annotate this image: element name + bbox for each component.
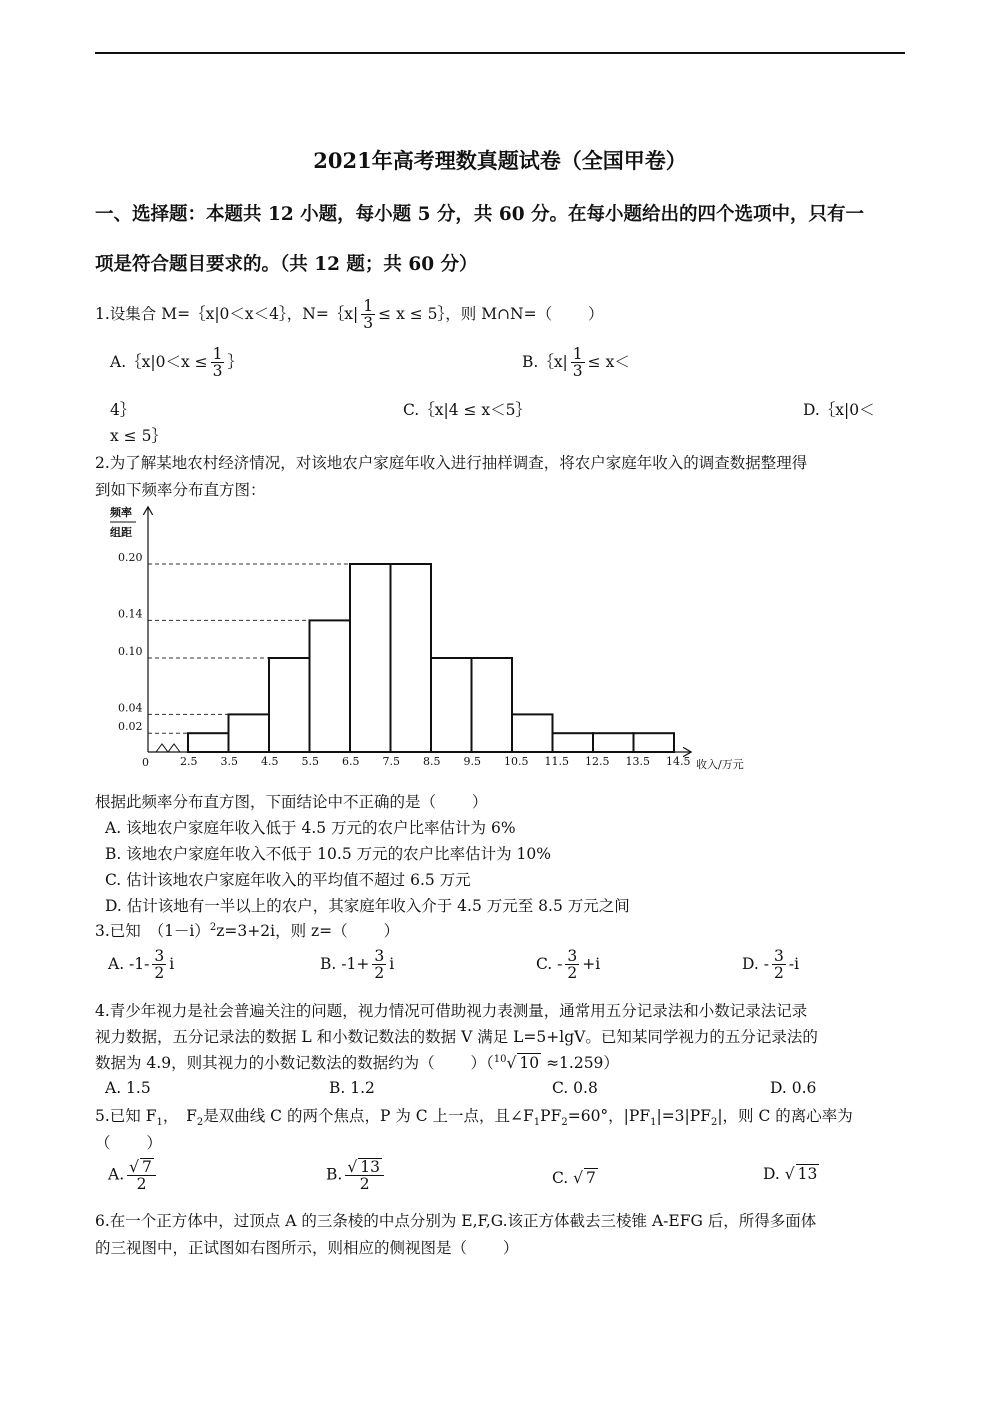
x-tick-label: 11.5 [544,755,569,768]
question-1-option-c: C.｛x|4 ≤ x＜5｝ [403,401,532,419]
question-2-option-b: B. 该地农户家庭年收入不低于 10.5 万元的农户比率估计为 10% [105,845,551,863]
histogram-bar [350,564,391,752]
histogram-bar [229,714,270,752]
histogram-bar [553,733,594,752]
question-2-stem-line1: 2.为了解某地农村经济情况，对该地农户家庭年收入进行抽样调查，将农户家庭年收入的调查数据整理得 [95,454,808,472]
question-6-line2: 的三视图中，正试图如右图所示，则相应的侧视图是（ ） [95,1239,519,1257]
question-2-option-a: A. 该地农户家庭年收入低于 4.5 万元的农户比率估计为 6% [105,819,516,837]
x-tick-label: 13.5 [625,755,650,768]
histogram-bar [593,733,634,752]
question-2-stem-line2: 到如下频率分布直方图： [95,481,266,499]
question-4-line2: 视力数据，五分记录法的数据 L 和小数记数法的数据 V 满足 L=5+lgV。已知某同学视力的五分记录法的 [95,1028,818,1046]
question-4-option-c: C. 0.8 [552,1079,598,1097]
question-2-option-d: D. 估计该地有一半以上的农户，其家庭年收入介于 4.5 万元至 8.5 万元之间 [105,897,630,915]
question-3-option-b: B. -1+ $\frac{3}{2}$ i [320,947,395,983]
x-tick-label: 2.5 [180,755,198,768]
question-4-line1: 4.青少年视力是社会普遍关注的问题，视力情况可借助视力表测量，通常用五分记录法和小数记录法记录 [95,1002,808,1020]
histogram-bar [512,714,553,752]
question-1-option-b-cont: 4｝ [110,401,136,419]
x-tick-label: 6.5 [342,755,360,768]
question-1-option-d-cont: x ≤ 5｝ [110,427,167,445]
question-5-option-b: B. $\frac{√ 13}{2}$ [326,1158,387,1193]
y-tick-label: 0.20 [118,551,143,564]
question-4-option-d: D. 0.6 [770,1079,817,1097]
histogram-bar [269,658,310,752]
question-1-stem: 1.设集合 M=｛x|0＜x＜4｝，N=｛x| $\frac{1}{3}$ ≤ x ≤ 5｝，则 M∩N=（ ） [95,297,604,333]
origin-label: 0 [142,756,149,769]
y-tick-label: 0.14 [118,607,143,621]
x-tick-label: 14.5 [666,755,691,768]
x-tick-label: 5.5 [301,755,319,768]
fraction: $\frac{1}{3}$ [363,297,374,333]
question-5-option-d: D. √ 13 [763,1165,818,1183]
y-tick-label: 0.10 [118,645,143,658]
x-tick-label: 10.5 [504,755,529,768]
histogram-bar [188,733,229,752]
y-tick-label: 0.04 [118,701,143,715]
x-tick-label: 9.5 [463,755,481,768]
question-3-option-a: A. -1- $\frac{3}{2}$ i [108,947,175,983]
question-1-option-b: B.｛x| $\frac{1}{3}$ ≤ x＜ [522,345,630,381]
question-6-line1: 6.在一个正方体中，过顶点 A 的三条棱的中点分别为 E,F,G.该正方体截去三棱锥 A-EFG 后，所得多面体 [95,1212,817,1230]
question-4-line3: 数据为 4.9，则其视力的小数记数法的数据约为（ ）（$^{10}$√ 10 ≈1.259） [95,1053,619,1072]
y-label-top: 频率 [110,506,132,519]
question-2-prompt: 根据此频率分布直方图，下面结论中不正确的是（ ） [95,793,488,811]
y-label-bottom: 组距 [110,526,132,539]
histogram-bar [431,658,472,752]
question-3-option-c: C. - $\frac{3}{2}$ +i [536,947,601,983]
section-heading-line1: 一、选择题：本题共 12 小题，每小题 5 分，共 60 分。在每小题给出的四个选项中，只有一 [95,204,865,225]
x-tick-label: 4.5 [261,755,279,768]
question-5-option-a: A. $\frac{√ 7}{2}$ [108,1158,159,1193]
y-tick-label: 0.02 [118,720,143,734]
axis-break [156,744,180,752]
section-heading-line2: 项是符合题目要求的。（共 12 题；共 60 分） [95,254,478,275]
question-2-option-c: C. 估计该地农户家庭年收入的平均值不超过 6.5 万元 [105,871,471,889]
x-tick-label: 7.5 [382,755,400,768]
histogram-bar [391,564,432,752]
question-5-line1: 5.已知 $F_1$， $F_2$是双曲线 C 的两个焦点，P 为 C 上一点，且$\angle F_1PF_2=60^\circ$，$|PF_1|=3|PF_2|$，则 C 的离心率为 [95,1107,853,1129]
question-5-option-c: C. √ 7 [552,1169,596,1187]
x-tick-label: 3.5 [220,755,238,768]
histogram-bar [634,733,675,752]
question-1-option-a: A.｛x|0＜x ≤ $\frac{1}{3}$ ｝ [110,345,243,381]
page-title: 2021年高考理数真题试卷（全国甲卷） [313,148,687,173]
header-rule [95,52,905,54]
x-axis-label: 收入/万元 [696,758,744,771]
x-tick-label: 8.5 [423,755,441,768]
question-4-option-a: A. 1.5 [105,1079,151,1097]
question-3-option-d: D. - $\frac{3}{2}$ -i [742,947,800,983]
question-1-option-d: D.｛x|0＜ [803,401,875,419]
x-tick-label: 12.5 [585,755,610,768]
histogram-bar [472,658,513,752]
histogram-bar [310,620,351,752]
question-5-line2: （ ） [95,1134,162,1152]
question-4-option-b: B. 1.2 [329,1079,375,1097]
question-3-stem: 3.已知 $(1-i)^2z=3+2i$，则 z=（ ） [95,921,400,940]
histogram-chart [100,500,800,780]
